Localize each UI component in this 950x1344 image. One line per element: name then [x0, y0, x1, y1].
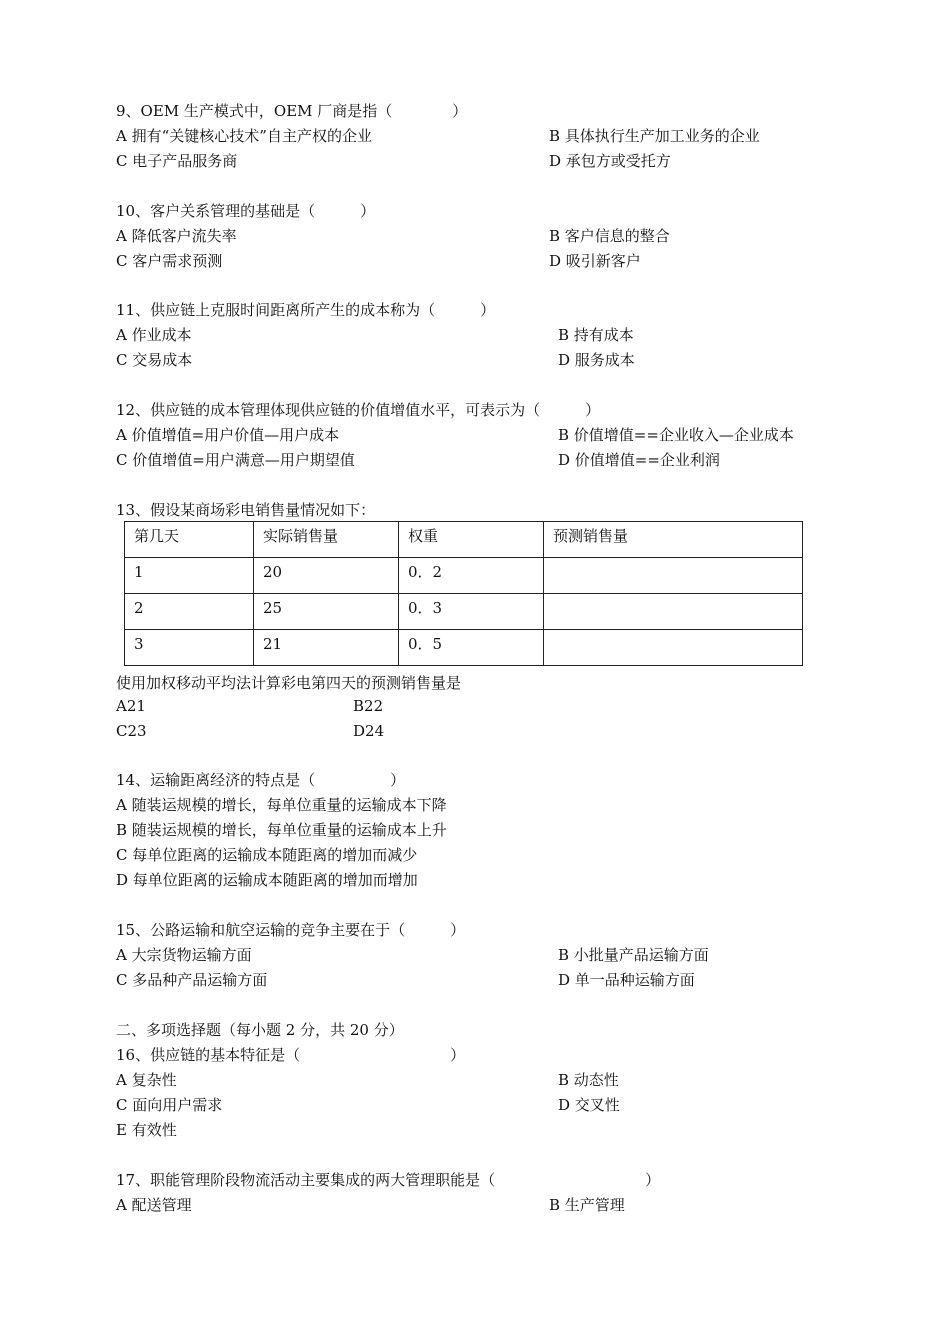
q9-stem: 9、OEM 生产模式中，OEM 厂商是指（ ）	[116, 102, 468, 120]
q9-option-a[interactable]: A 拥有“关键核心技术”自主产权的企业	[116, 127, 372, 145]
q13-option-d[interactable]: D24	[353, 722, 385, 740]
q13-option-b[interactable]: B22	[353, 697, 384, 715]
q16-option-b[interactable]: B 动态性	[558, 1071, 619, 1089]
table-row	[125, 630, 803, 666]
q11-stem: 11、供应链上克服时间距离所产生的成本称为（ ）	[116, 301, 496, 319]
q12-option-c[interactable]: C 价值增值=用户满意—用户期望值	[116, 451, 355, 469]
q16-option-e[interactable]: E 有效性	[116, 1121, 177, 1139]
q14-option-a[interactable]: A 随装运规模的增长，每单位重量的运输成本下降	[116, 796, 447, 814]
q16-option-c[interactable]: C 面向用户需求	[116, 1096, 223, 1114]
q14-option-c[interactable]: C 每单位距离的运输成本随距离的增加而减少	[116, 846, 418, 864]
q16-option-d[interactable]: D 交叉性	[558, 1096, 620, 1114]
table-row	[125, 558, 803, 594]
table-cell: 2	[125, 594, 254, 630]
q11-option-c[interactable]: C 交易成本	[116, 351, 193, 369]
table-header-row	[125, 522, 803, 558]
q17-option-b[interactable]: B 生产管理	[549, 1196, 625, 1214]
q15-option-a[interactable]: A 大宗货物运输方面	[116, 946, 252, 964]
q13-question: 使用加权移动平均法计算彩电第四天的预测销售量是	[116, 674, 462, 692]
table-cell: 25	[254, 594, 399, 630]
q11-option-a[interactable]: A 作业成本	[116, 326, 192, 344]
table-cell	[544, 630, 803, 666]
table-cell: 21	[254, 630, 399, 666]
q15-stem: 15、公路运输和航空运输的竞争主要在于（ ）	[116, 921, 466, 939]
table-cell	[544, 594, 803, 630]
q12-option-a[interactable]: A 价值增值=用户价值—用户成本	[116, 426, 340, 444]
q17-stem: 17、职能管理阶段物流活动主要集成的两大管理职能是（ ）	[116, 1171, 661, 1189]
q12-stem: 12、供应链的成本管理体现供应链的价值增值水平，可表示为（ ）	[116, 401, 601, 419]
table-row	[125, 594, 803, 630]
q13-option-c[interactable]: C23	[116, 722, 147, 740]
q17-option-a[interactable]: A 配送管理	[116, 1196, 192, 1214]
q13-option-a[interactable]: A21	[116, 697, 146, 715]
q10-option-c[interactable]: C 客户需求预测	[116, 252, 223, 270]
table-cell: 1	[125, 558, 254, 594]
q14-option-b[interactable]: B 随装运规模的增长，每单位重量的运输成本上升	[116, 821, 447, 839]
section-heading-multiple-choice: 二、多项选择题（每小题 2 分，共 20 分）	[116, 1021, 404, 1039]
q16-option-a[interactable]: A 复杂性	[116, 1071, 177, 1089]
table-header: 预测销售量	[544, 522, 803, 558]
q11-option-b[interactable]: B 持有成本	[558, 326, 634, 344]
q10-option-a[interactable]: A 降低客户流失率	[116, 227, 237, 245]
table-header: 实际销售量	[254, 522, 399, 558]
q10-stem: 10、客户关系管理的基础是（ ）	[116, 202, 376, 220]
q15-option-d[interactable]: D 单一品种运输方面	[558, 971, 695, 989]
q12-option-b[interactable]: B 价值增值==企业收入—企业成本	[558, 426, 794, 444]
table-header: 第几天	[125, 522, 254, 558]
q14-stem: 14、运输距离经济的特点是（ ）	[116, 771, 406, 789]
q13-stem: 13、假设某商场彩电销售量情况如下：	[116, 501, 376, 519]
table-cell	[544, 558, 803, 594]
q9-option-c[interactable]: C 电子产品服务商	[116, 152, 238, 170]
q14-option-d[interactable]: D 每单位距离的运输成本随距离的增加而增加	[116, 871, 418, 889]
q12-option-d[interactable]: D 价值增值==企业利润	[558, 451, 720, 469]
table-cell: 20	[254, 558, 399, 594]
table-cell: 0．5	[399, 630, 544, 666]
table-header: 权重	[399, 522, 544, 558]
q10-option-b[interactable]: B 客户信息的整合	[549, 227, 670, 245]
q15-option-c[interactable]: C 多品种产品运输方面	[116, 971, 268, 989]
q15-option-b[interactable]: B 小批量产品运输方面	[558, 946, 709, 964]
q16-stem: 16、供应链的基本特征是（ ）	[116, 1046, 466, 1064]
table-cell: 0．3	[399, 594, 544, 630]
sales-table	[124, 521, 803, 666]
q10-option-d[interactable]: D 吸引新客户	[549, 252, 641, 270]
table-cell: 3	[125, 630, 254, 666]
table-cell: 0．2	[399, 558, 544, 594]
q9-option-b[interactable]: B 具体执行生产加工业务的企业	[549, 127, 760, 145]
q9-option-d[interactable]: D 承包方或受托方	[549, 152, 671, 170]
q11-option-d[interactable]: D 服务成本	[558, 351, 635, 369]
